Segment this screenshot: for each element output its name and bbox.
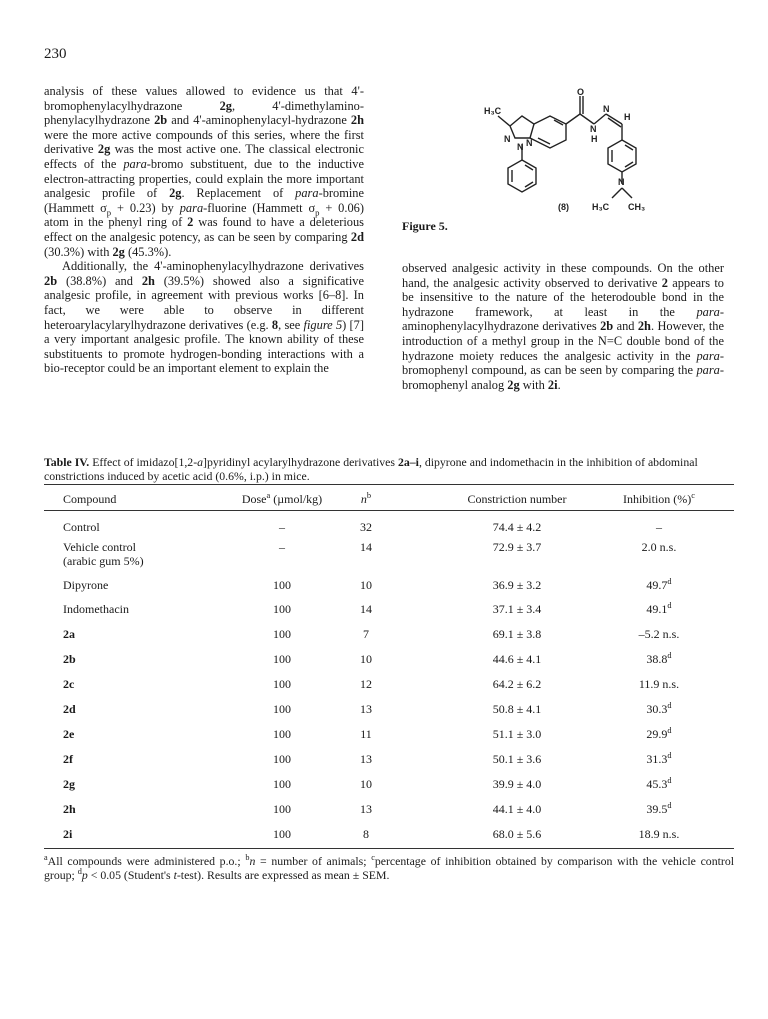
- cell-inhibition: 11.9 n.s.: [638, 677, 680, 691]
- cell-constriction: 69.1 ± 3.8: [492, 627, 542, 641]
- header-n: $n^b$: [360, 491, 372, 506]
- table-row: [44, 727, 734, 747]
- h3c-label: H₃C: [484, 106, 502, 116]
- right-column-text: observed analgesic activity in these compounds. On the other hand, the analgesic activity observed to derivative 2 appears to be insensitive to the nature of the heterodouble bond in the hydrazone framework, at least in the para-aminophenylacylhydrazone derivatives 2b and 2h. However, the introduction of a methyl group in the N=C double bond of the hydrazone moiety reduces the analgesic activity in the para-bromophenyl compound, as can be seen by comparing the para-bromophenyl analog 2g with 2i.: [402, 261, 724, 392]
- cell-constriction: 44.1 ± 4.0: [492, 802, 542, 816]
- header-inhibition: Inhibition (%)$^c$: [622, 491, 696, 506]
- table-row: [44, 752, 734, 772]
- n-label-4: N: [590, 124, 597, 134]
- cell-n: 10: [360, 777, 372, 791]
- table-row: [44, 627, 734, 647]
- cell-compound: 2c: [63, 677, 75, 691]
- cell-constriction: 36.9 ± 3.2: [492, 578, 542, 592]
- table-row: [44, 520, 734, 540]
- cell-n: 13: [360, 702, 372, 716]
- cell-compound: 2a: [63, 627, 75, 641]
- page-number: 230: [44, 46, 67, 62]
- cell-constriction: 37.1 ± 3.4: [492, 602, 542, 616]
- cell-constriction: 72.9 ± 3.7: [492, 540, 542, 554]
- cell-compound: 2i: [63, 827, 73, 841]
- chemical-structure-diagram: [470, 88, 720, 236]
- cell-n: 12: [360, 677, 372, 691]
- cell-dose: –: [279, 520, 285, 534]
- header-dose: Dose$^a$ (µmol/kg): [241, 491, 323, 506]
- n-label-3: N: [517, 142, 524, 152]
- cell-dose: 100: [273, 827, 291, 841]
- cell-inhibition: –5.2 n.s.: [638, 627, 680, 641]
- cell-dose: 100: [273, 727, 291, 741]
- n-label-6: N: [618, 177, 625, 187]
- cell-inhibition: 30.3$^d$: [646, 701, 672, 716]
- cell-dose: 100: [273, 752, 291, 766]
- cell-inhibition: 49.1$^d$: [646, 601, 672, 616]
- cell-constriction: 74.4 ± 4.2: [492, 520, 542, 534]
- cell-dose: 100: [273, 602, 291, 616]
- cell-inhibition: 45.3$^d$: [646, 776, 672, 791]
- cell-n: 13: [360, 752, 372, 766]
- cell-compound: 2d: [63, 702, 76, 716]
- compound-number-label: (8): [558, 202, 569, 212]
- cell-constriction: 51.1 ± 3.0: [492, 727, 542, 741]
- cell-compound: 2e: [63, 727, 75, 741]
- h-label-2: H: [624, 112, 631, 122]
- table-row: [44, 827, 734, 847]
- cell-compound: Vehicle control (arabic gum 5%): [63, 540, 144, 568]
- cell-dose: 100: [273, 578, 291, 592]
- cell-dose: 100: [273, 627, 291, 641]
- cell-inhibition: 38.8$^d$: [646, 651, 672, 666]
- cell-dose: 100: [273, 777, 291, 791]
- ch3-label: CH₃: [628, 202, 646, 212]
- n-label-2: N: [526, 138, 533, 148]
- cell-compound: 2b: [63, 652, 76, 666]
- h3c-label-2: H₃C: [592, 202, 610, 212]
- table-caption: Table IV. Effect of imidazo[1,2-a]pyridinyl acylarylhydrazone derivatives 2a–i, dipyrone and indomethacin in the inhibition of abdominal constrictions induced by acetic acid (0.6%, i.p.) in mice.: [44, 455, 698, 483]
- table-bottom-rule: [44, 848, 734, 849]
- cell-n: 14: [360, 540, 372, 554]
- figure-caption: Figure 5.: [402, 219, 448, 233]
- table-row: [44, 540, 734, 568]
- cell-n: 10: [360, 652, 372, 666]
- cell-inhibition: –: [656, 520, 662, 534]
- cell-inhibition: 29.9$^d$: [646, 726, 672, 741]
- table-header-rule: [44, 510, 734, 511]
- cell-constriction: 64.2 ± 6.2: [492, 677, 542, 691]
- cell-n: 32: [360, 520, 372, 534]
- cell-constriction: 50.1 ± 3.6: [492, 752, 542, 766]
- table-footnote: $^a$All compounds were administered p.o.; $^b$n = number of animals; $^c$percentage of inhibition obtained by comparison with the vehicle control group; $^d$p < 0.05 (Student's t-test). Results are expressed as mean ± SEM.: [44, 853, 734, 882]
- cell-n: 13: [360, 802, 372, 816]
- cell-inhibition: 2.0 n.s.: [641, 540, 677, 554]
- cell-constriction: 68.0 ± 5.6: [492, 827, 542, 841]
- cell-constriction: 44.6 ± 4.1: [492, 652, 542, 666]
- table-row: [44, 677, 734, 697]
- cell-dose: –: [279, 540, 285, 554]
- cell-dose: 100: [273, 702, 291, 716]
- header-constriction: Constriction number: [467, 492, 567, 506]
- cell-n: 11: [360, 727, 372, 741]
- left-column-text: [44, 84, 364, 376]
- table-row: [44, 802, 734, 822]
- cell-n: 14: [360, 602, 372, 616]
- cell-inhibition: 31.3$^d$: [646, 751, 672, 766]
- cell-compound: 2f: [63, 752, 73, 766]
- h-label-1: H: [591, 134, 598, 144]
- cell-compound: 2h: [63, 802, 76, 816]
- paragraph-analysis: analysis of these values allowed to evidence us that 4'-bromophenylacylhydrazone 2g, 4'-dimethylamino-phenylacylhydrazone 2b and 4'-aminophenylacyl-hydrazone 2h were the more active compounds of this series, where the first derivative 2g was the most active one. The classical electronic effects of the para-bromo substituent, due to the inductive electron-attracting properties, could explain the more important analgesic profile of 2g. Replacement of para-bromine (Hammett $\sigma_p + 0.23$) by para-fluorine (Hammett $\sigma_p + 0.06$) atom in the phenyl ring of 2 was found to have a deleterious effect on the analgesic potency, as can be seen by comparing 2d (30.3%) with 2g (45.3%).: [44, 84, 365, 259]
- cell-dose: 100: [273, 677, 291, 691]
- table-row: [44, 578, 734, 598]
- n-label-5: N: [603, 104, 610, 114]
- table-row: [44, 652, 734, 672]
- cell-inhibition: 39.5$^d$: [646, 801, 672, 816]
- cell-dose: 100: [273, 802, 291, 816]
- cell-inhibition: 18.9 n.s.: [638, 827, 680, 841]
- cell-compound: Indomethacin: [63, 602, 129, 616]
- cell-n: 7: [363, 627, 369, 641]
- cell-constriction: 50.8 ± 4.1: [492, 702, 542, 716]
- cell-dose: 100: [273, 652, 291, 666]
- cell-constriction: 39.9 ± 4.0: [492, 777, 542, 791]
- header-compound: Compound: [63, 492, 117, 506]
- n-label-1: N: [504, 134, 511, 144]
- table-top-rule: [44, 484, 734, 485]
- table-row: [44, 602, 734, 622]
- cell-compound: Control: [63, 520, 100, 534]
- cell-compound: 2g: [63, 777, 75, 791]
- cell-n: 10: [360, 578, 372, 592]
- cell-compound: Dipyrone: [63, 578, 109, 592]
- paragraph-additionally: Additionally, the 4'-aminophenylacylhydrazone derivatives 2b (38.8%) and 2h (39.5%) showed also a significative analgesic profile, in agreement with previous works [6–8]. In fact, we were able to observe in different heteroarylacylarylhydrazone derivatives (e.g. 8, see figure 5) [7] a very important analgesic profile. The known ability of these substituents to promote hydrogen-bonding interactions with a bio-receptor could be an important element to explain the: [44, 259, 364, 376]
- table-row: [44, 777, 734, 797]
- figure-5-structure: [470, 88, 720, 236]
- table-row: [44, 702, 734, 722]
- cell-inhibition: 49.7$^d$: [646, 577, 672, 592]
- cell-n: 8: [363, 827, 369, 841]
- oxygen-label: O: [577, 88, 585, 97]
